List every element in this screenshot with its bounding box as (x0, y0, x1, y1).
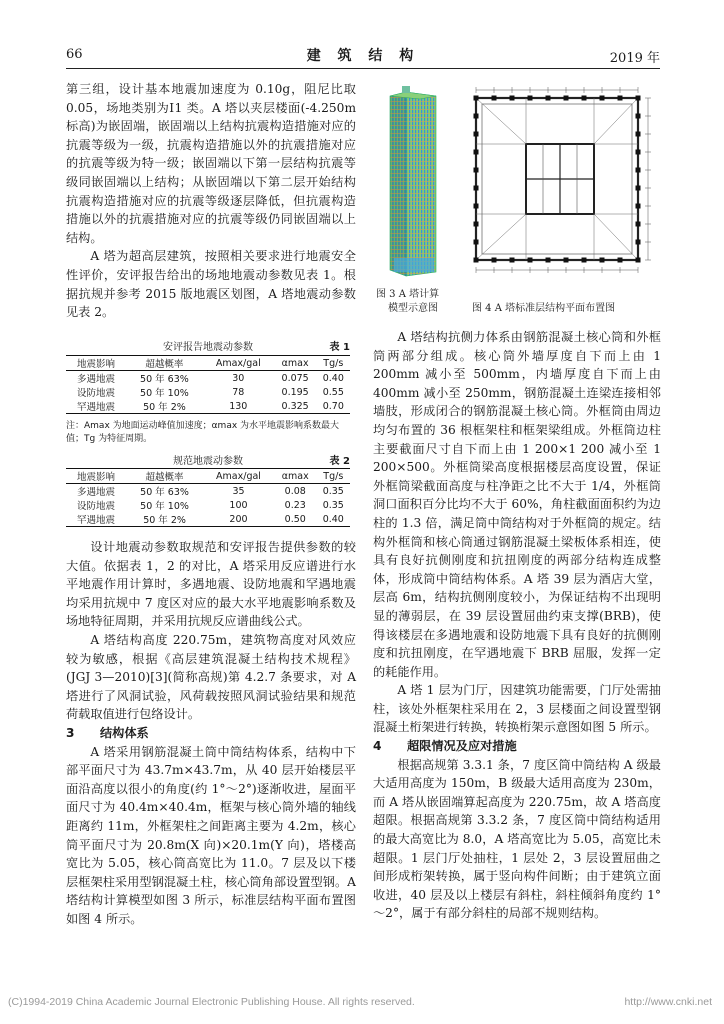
table-cell: 50 年 63% (140, 487, 189, 498)
table-cell: 0.08 (284, 485, 306, 497)
table2-col-header: Tg/s (323, 470, 344, 482)
table-cell: 30 (232, 372, 245, 384)
plan-column (636, 150, 641, 155)
table-cell: 多遇地震 (76, 374, 115, 385)
plan-column (474, 204, 479, 209)
table-cell: 罕遇地震 (77, 515, 116, 526)
table-cell: 130 (229, 400, 248, 412)
table1-col-header: Amax/gal (215, 357, 261, 369)
plan-column (474, 222, 479, 227)
table2-header-row (66, 469, 350, 484)
table-cell: 0.55 (322, 386, 344, 398)
figure-4-caption: 图 4 A 塔标准层结构平面布置图 (472, 303, 616, 314)
table-row (66, 399, 350, 414)
plan-column (636, 258, 641, 263)
plan-column (474, 114, 479, 119)
table1-col-header: αmax (281, 357, 309, 369)
header-rule (66, 68, 660, 69)
left-column-top (66, 80, 356, 322)
table-cell: 0.195 (281, 386, 309, 398)
section-3-heading (66, 724, 356, 743)
table2-col-header: 地震影响 (77, 472, 116, 483)
table1 (66, 355, 350, 414)
plan-column (474, 186, 479, 191)
figure-3-caption-line1: 图 3 A 塔计算 (376, 289, 440, 300)
plan-column (564, 96, 569, 101)
plan-column (474, 132, 479, 137)
table1-col-header: Tg/s (323, 357, 344, 369)
table2-body (66, 484, 350, 527)
table-row (66, 512, 350, 527)
table-row (66, 484, 350, 499)
cnki-url: http://www.cnki.net (624, 996, 712, 1008)
table-row (66, 371, 350, 386)
plan-column (474, 150, 479, 155)
plan-column (618, 258, 623, 263)
table-row (66, 385, 350, 399)
table-cell: 0.70 (322, 400, 344, 412)
table-cell: 100 (229, 499, 248, 511)
plan-column (546, 96, 551, 101)
plan-column (564, 258, 569, 263)
table-row (66, 498, 350, 512)
table-cell: 50 年 63% (140, 374, 189, 385)
table-cell: 200 (229, 513, 248, 525)
plan-column (636, 132, 641, 137)
figure-3-caption (376, 288, 460, 316)
section-4-title: 超限情况及应对措施 (407, 739, 517, 754)
left-column-bottom (66, 538, 356, 928)
plan-column (492, 258, 497, 263)
copyright-notice: (C)1994-2019 China Academic Journal Electronic Publishing House. All rights reserved. (8, 996, 415, 1008)
right-column (373, 328, 661, 923)
section-4-heading (373, 737, 661, 756)
table-cell: 50 年 10% (140, 388, 189, 399)
plan-column (510, 96, 515, 101)
table2-col-header: 超越概率 (145, 472, 184, 483)
paragraph-code-limits: 根据高规第 3.3.1 条，7 度区筒中筒结构 A 级最大适用高度为 150m，B 级最大适用高度为 230m，而 A 塔从嵌固端算起高度为 220.75m，故 A 塔高度超限。根据高规第 3.3.2 条，7 度区筒中筒结构适用的最大高宽比为 8.0，A 塔高宽比为 5.05，高宽比未超限。1 层门厅处抽柱，1 层处 2，3 层设置屈曲之间形成桁架转换，属于竖向构件间断；由于建筑立面收进，40 层及以上楼层有斜柱，斜柱倾斜角度约 1°～2°，属于有部分斜柱的局部不规则结构。 (373, 757, 661, 921)
plan-column (474, 168, 479, 173)
table-cell: 设防地震 (77, 501, 116, 512)
paragraph-safety-eval: A 塔为超高层建筑，按照相关要求进行地震安全性评价，安评报告给出的场地地震动参数见表 1。根据抗规并参考 2015 版地震区划图，A 塔地震动参数见表 2。 (66, 249, 356, 320)
plan-column (636, 168, 641, 173)
table1-note: 注：Amax 为地面运动峰值加速度；αmax 为水平地震影响系数最大值；Tg 为特征周期。 (66, 421, 340, 444)
paragraph-structural-system: A 塔采用钢筋混凝土筒中筒结构体系，结构中下部平面尺寸为 43.7m×43.7m，从 40 层开始楼层平面沿高度以很小的角度(约 1°～2°)逐渐收进，屋面平面尺寸为 40.4m×40.4m，框架与核心筒外墙的轴线距离约 11m，外框架柱之间距离主要为 4.2m，核心筒平面尺寸为 20.8m(X 向)×20.1m(Y 向)，塔楼高宽比为 5.05，核心筒高宽比为 11.0。7 层及以下楼层框架柱采用型钢混凝土柱，核心筒角部设置型钢。A 塔结构计算模型如图 3 所示，标准层结构平面布置图如图 4 所示。 (66, 744, 356, 926)
page-number: 66 (66, 47, 83, 62)
table-cell: 0.23 (284, 499, 306, 511)
plan-column (636, 96, 641, 101)
table1-body (66, 371, 350, 414)
plan-column (636, 186, 641, 191)
table2-col-header: Amax/gal (216, 470, 261, 482)
paragraph-seismic-grade: 第三组，设计基本地震加速度为 0.10g，阻尼比取 0.05，场地类别为Ⅰ1 类。A 塔以夹层楼面(-4.250m 标高)为嵌固端，嵌固端以上结构抗震构造措施对应的抗震等级为一级，抗震构造措施以外的抗震措施对应的抗震等级为特一级；嵌固端以下第一层结构抗震等级同嵌固端以上结构；从嵌固端以下第二层开始结构抗震构造措施对应的抗震等级逐层降低，但抗震构造措施以外的抗震措施对应的抗震等级仍同嵌固端以上结构。 (66, 82, 356, 245)
table-cell: 0.325 (281, 400, 309, 412)
table-cell: 50 年 2% (143, 402, 186, 413)
plan-column (636, 222, 641, 227)
paragraph-transfer-truss: A 塔 1 层为门厅，因建筑功能需要，门厅处需抽柱，该处外框架柱采用在 2，3 层楼面之间设置型钢混凝土桁架进行转换，转换桁架示意图如图 5 所示。 (373, 683, 661, 735)
table-cell: 50 年 2% (143, 515, 186, 526)
paragraph-lateral-system: A 塔结构抗侧力体系由钢筋混凝土核心筒和外框筒两部分组成。核心筒外墙厚度自下而上由 1 200mm 减小至 500mm，内墙厚度自下而上由 400mm 减小至 250mm，钢筋混凝土连梁连接相邻墙肢，形成闭合的钢筋混凝土核心筒。外框筒由周边均匀布置的 36 根框架柱和框架梁组成。外框筒边柱主要截面尺寸自下而上由 1 200×1 200 减小至 1 200×500。外框筒梁高度根据楼层高度设置，保证外框筒梁截面高度与柱净距之比不大于 1/4，外框筒洞口面积百分比均不大于 60%，角柱截面面积约为边柱的 1.3 倍，满足筒中筒结构对于外框筒的规定。结构外框筒和核心筒通过钢筋混凝土梁板体系相连，使具有良好抗侧刚度和抗扭刚度的两部分结构连成整体，形成筒中筒结构体系。A 塔 39 层为酒店大堂，层高 6m，结构抗侧刚度较小，为保证结构不出现明显的薄弱层，在 39 层设置屈曲约束支撑(BRB)，使得该楼层在多遇地震和设防地震下具有良好的抗侧刚度和抗扭刚度，在罕遇地震下 BRB 屈服，发挥一定的耗能作用。 (373, 330, 661, 679)
plan-column (582, 96, 587, 101)
figure-3-caption-line2: 模型示意图 (388, 303, 438, 314)
paragraph-design-params: 设计地震动参数取规范和安评报告提供参数的较大值。依据表 1，2 的对比，A 塔采用反应谱进行水平地震作用计算时，多遇地震、设防地震和罕遇地震均采用抗规中 7 度区对应的最大水平地震影响系数及场地特征周期，并采用抗规反应谱曲线公式。 (66, 540, 356, 629)
table-cell: 35 (232, 485, 245, 497)
table2-number: 表 2 (329, 456, 350, 467)
table2-title: 规范地震动参数 (173, 456, 243, 467)
section-4-number: 4 (373, 739, 382, 754)
plan-column (582, 258, 587, 263)
table-cell: 0.40 (322, 513, 344, 525)
table2 (66, 468, 350, 527)
table-cell: 50 年 10% (140, 501, 189, 512)
section-3-title: 结构体系 (100, 725, 149, 740)
plan-column (546, 258, 551, 263)
table-cell: 0.35 (322, 499, 344, 511)
table-cell: 0.40 (322, 372, 344, 384)
plan-column (510, 258, 515, 263)
figure-4-floor-plan (458, 86, 662, 278)
plan-column (636, 204, 641, 209)
running-header (66, 44, 660, 64)
plan-column (600, 258, 605, 263)
plan-column (528, 96, 533, 101)
plan-column (474, 258, 479, 263)
table-cell: 设防地震 (76, 388, 115, 399)
table-cell: 78 (232, 386, 245, 398)
plan-column (492, 96, 497, 101)
figure-3-tower-model (376, 86, 460, 282)
year: 2019 年 (609, 51, 660, 66)
plan-column (528, 258, 533, 263)
journal-title: 建 筑 结 构 (306, 48, 420, 64)
table1-header-row (66, 356, 350, 371)
table-cell: 0.35 (322, 485, 344, 497)
plan-column (474, 96, 479, 101)
table1-title: 安评报告地震动参数 (163, 342, 253, 353)
plan-column (636, 240, 641, 245)
table-cell: 0.075 (281, 372, 309, 384)
plan-column (618, 96, 623, 101)
section-3-number: 3 (66, 725, 75, 740)
paragraph-wind-tunnel: A 塔结构高度 220.75m，建筑物高度对风效应较为敏感，根据《高层建筑混凝土结构技术规程》(JGJ 3—2010)[3](简称高规)第 4.2.7 条要求，对 A 塔进行了风洞试验，风荷载按照风洞试验结果和规范荷载取值进行包络设计。 (66, 632, 356, 722)
table1-number: 表 1 (329, 342, 350, 353)
table2-col-header: αmax (281, 470, 309, 482)
plan-column (474, 240, 479, 245)
table-cell: 多遇地震 (77, 487, 116, 498)
plan-column (636, 114, 641, 119)
table1-col-header: 地震影响 (76, 359, 115, 370)
table-cell: 0.50 (284, 513, 306, 525)
table1-col-header: 超越概率 (145, 359, 184, 370)
table-cell: 罕遇地震 (76, 402, 115, 413)
plan-column (600, 96, 605, 101)
